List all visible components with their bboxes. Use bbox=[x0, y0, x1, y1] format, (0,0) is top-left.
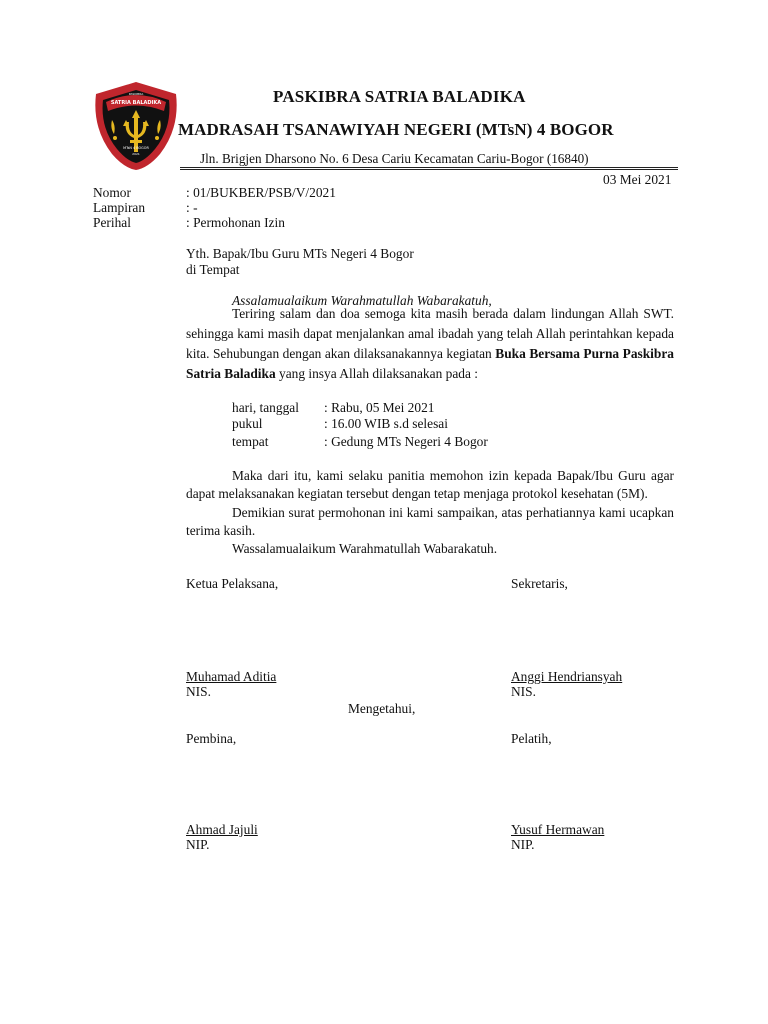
event-name: Buka Bersama Purna Paskibra Satria Baladika bbox=[186, 346, 674, 381]
body-paragraph-1 bbox=[186, 304, 674, 384]
greeting: Assalamualaikum Warahmatullah Wabarakatuh, bbox=[232, 293, 492, 308]
body-2-text: Maka dari itu, kami selaku panitia memohon izin kepada Bapak/Ibu Guru agar dapat melaksanakan kegiatan tersebut dengan tetap menjaga protokol kesehatan (5M). bbox=[186, 468, 674, 501]
paskibra-logo bbox=[90, 80, 182, 172]
logo-year-text: 2021 bbox=[132, 152, 140, 156]
acknowledge-label: Mengetahui, bbox=[348, 701, 416, 716]
id-sekretaris: NIS. bbox=[511, 684, 536, 699]
school-address: Jln. Brigjen Dharsono No. 6 Desa Cariu Kecamatan Cariu-Bogor (16840) bbox=[200, 151, 589, 166]
body-1-end: yang insya Allah dilaksanakan pada : bbox=[275, 366, 478, 381]
name-pembina: Ahmad Jajuli bbox=[186, 822, 258, 837]
role-ketua: Ketua Pelaksana, bbox=[186, 576, 279, 591]
logo-bottom-text: MTsN 4 BOGOR bbox=[123, 146, 149, 150]
meta-label-nomor: Nomor bbox=[93, 185, 131, 200]
name-ketua: Muhamad Aditia bbox=[186, 669, 277, 684]
detail-label-place: tempat bbox=[232, 434, 269, 449]
detail-value-place: : Gedung MTs Negeri 4 Bogor bbox=[324, 434, 488, 449]
name-pelatih: Yusuf Hermawan bbox=[511, 822, 605, 837]
id-pelatih: NIP. bbox=[511, 837, 535, 852]
detail-label-time: pukul bbox=[232, 416, 263, 431]
role-pembina: Pembina, bbox=[186, 731, 237, 746]
id-pembina: NIP. bbox=[186, 837, 210, 852]
recipient-line-2: di Tempat bbox=[186, 262, 240, 277]
header-divider-bottom bbox=[180, 169, 678, 170]
meta-label-lampiran: Lampiran bbox=[93, 200, 146, 215]
recipient-line-1: Yth. Bapak/Ibu Guru MTs Negeri 4 Bogor bbox=[186, 246, 414, 261]
name-sekretaris: Anggi Hendriansyah bbox=[511, 669, 623, 684]
body-3-text: Demikian surat permohonan ini kami sampaikan, atas perhatiannya kami ucapkan terima kasih. bbox=[186, 505, 674, 538]
body-paragraph-2 bbox=[186, 467, 674, 503]
logo-name-text: SATRIA BALADIKA bbox=[110, 100, 162, 106]
meta-value-lampiran: : - bbox=[186, 200, 198, 215]
header-divider-top bbox=[180, 167, 678, 168]
detail-label-date: hari, tanggal bbox=[232, 400, 299, 415]
detail-value-date: : Rabu, 05 Mei 2021 bbox=[324, 400, 435, 415]
logo-top-text: PASKIBRA bbox=[128, 92, 144, 96]
org-name: PASKIBRA SATRIA BALADIKA bbox=[273, 87, 526, 106]
meta-value-perihal: : Permohonan Izin bbox=[186, 215, 285, 230]
body-1-intro: Teriring salam dan doa semoga kita masih berada dalam lindungan Allah SWT. sehingga kami masih dapat menjalankan amal ibadah yang telah Allah perintahkan kepada kita. Sehubungan dengan akan dilaksanakannya kegiatan bbox=[186, 306, 674, 361]
letter-date: 03 Mei 2021 bbox=[603, 172, 672, 187]
closing: Wassalamualaikum Warahmatullah Wabarakatuh. bbox=[232, 541, 498, 556]
body-paragraph-3 bbox=[186, 504, 674, 540]
detail-value-time: : 16.00 WIB s.d selesai bbox=[324, 416, 448, 431]
school-name: MADRASAH TSANAWIYAH NEGERI (MTsN) 4 BOGOR bbox=[178, 120, 614, 139]
meta-value-nomor: : 01/BUKBER/PSB/V/2021 bbox=[186, 185, 336, 200]
id-ketua: NIS. bbox=[186, 684, 211, 699]
role-sekretaris: Sekretaris, bbox=[511, 576, 568, 591]
role-pelatih: Pelatih, bbox=[511, 731, 552, 746]
meta-label-perihal: Perihal bbox=[93, 215, 131, 230]
